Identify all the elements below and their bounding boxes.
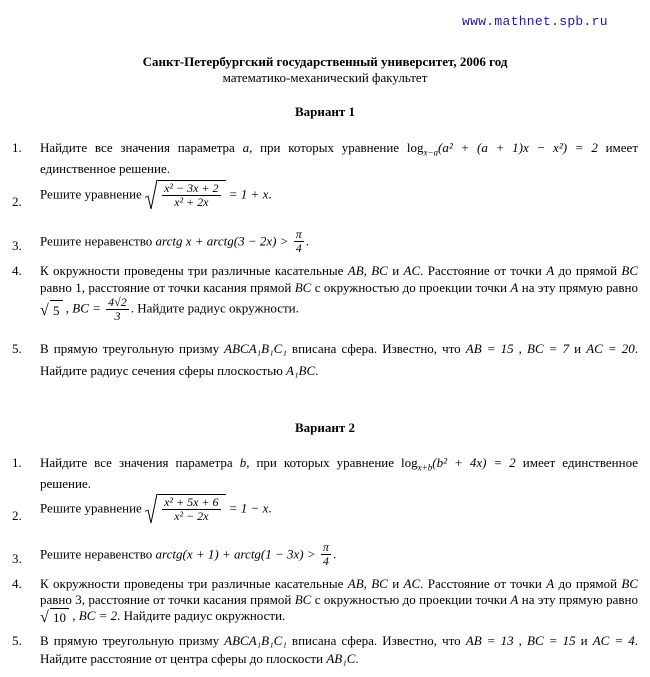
problem-text: К окружности проведены три различные касательные bbox=[40, 576, 348, 591]
line-name: AC bbox=[403, 263, 421, 278]
v2-problem-4 bbox=[12, 576, 638, 626]
problem-text: . Найдите радиус окружности. bbox=[117, 608, 286, 623]
punctuation: . bbox=[268, 500, 272, 516]
punctuation: . bbox=[268, 186, 272, 202]
v1-problem-5 bbox=[12, 338, 638, 382]
variant-1-title: Вариант 1 bbox=[294, 104, 356, 119]
log-base: x+b bbox=[417, 462, 433, 473]
sqrt-expression bbox=[145, 180, 225, 209]
problem-text: до прямой bbox=[554, 576, 622, 591]
ab-value: AB = 13 bbox=[465, 633, 514, 648]
inequality-expression: arctg(x + 1) + arctg(1 − 3x) > bbox=[155, 546, 319, 562]
plane-name: A₁BC bbox=[286, 363, 316, 378]
line-name: BC bbox=[294, 280, 312, 295]
sqrt-value: 5 bbox=[50, 300, 63, 319]
v1-problem-3 bbox=[12, 228, 638, 255]
line-names: AB, BC bbox=[347, 576, 388, 591]
problem-text: на эту прямую равно bbox=[518, 592, 638, 607]
fraction-numerator: x² − 3x + 2 bbox=[164, 181, 219, 195]
problem-text: . Найдите радиус окружности. bbox=[130, 300, 299, 316]
fraction-numerator: x² + 5x + 6 bbox=[164, 495, 219, 509]
sqrt-value: 10 bbox=[50, 608, 69, 626]
problem-text: и bbox=[569, 341, 587, 356]
problem-number: 4. bbox=[12, 576, 22, 591]
problem-text: Решите неравенство bbox=[40, 233, 156, 249]
parameter: b bbox=[239, 455, 247, 470]
line-name: BC bbox=[294, 592, 312, 607]
fraction-denominator: x² + 2x bbox=[174, 195, 209, 209]
problem-text: с окружностью до проекции точки bbox=[311, 592, 511, 607]
inequality-expression: arctg x + arctg(3 − 2x) > bbox=[155, 233, 292, 249]
fraction-numerator: 4√2 bbox=[108, 295, 127, 309]
punctuation: . bbox=[305, 233, 309, 249]
prism-name: ABCA₁B₁C₁ bbox=[224, 633, 287, 648]
problem-text: вписана сфера. Известно, что bbox=[286, 341, 466, 356]
faculty-subtitle: математико-механический факультет bbox=[222, 70, 428, 85]
university-title: Санкт-Петербургский государственный университет, 2006 год bbox=[142, 54, 508, 69]
prism-name: ABCA₁B₁C₁ bbox=[224, 341, 287, 356]
problem-text: на эту прямую равно bbox=[518, 280, 638, 295]
problem-number: 1. bbox=[12, 140, 22, 155]
fraction-denominator: 4 bbox=[322, 554, 329, 568]
problem-text: имеет единственное решение. bbox=[40, 455, 638, 491]
problem-text: , bbox=[513, 341, 528, 356]
problem-text: вписана сфера. Известно, что bbox=[286, 633, 466, 648]
problem-text: равно 1, расстояние от точки касания прямой bbox=[40, 280, 295, 295]
line-name: BC bbox=[621, 576, 639, 591]
problem-text: , bbox=[69, 608, 79, 623]
v2-problem-5 bbox=[12, 632, 638, 668]
line-names: AB, BC bbox=[347, 263, 388, 278]
problem-text: Решите уравнение bbox=[40, 500, 146, 516]
line-name: BC bbox=[621, 263, 639, 278]
problem-text: . Расстояние от точки bbox=[420, 576, 547, 591]
problem-text: К окружности проведены три различные касательные bbox=[40, 263, 348, 278]
log-base: x−a bbox=[423, 147, 439, 158]
point-name: A bbox=[546, 576, 555, 591]
v2-problem-3 bbox=[12, 541, 638, 568]
v2-problem-2 bbox=[12, 494, 638, 523]
radical-sign-icon: √ bbox=[40, 609, 49, 627]
v1-problem-1 bbox=[12, 140, 638, 177]
ac-value: AC = 4 bbox=[592, 633, 635, 648]
problem-text: Найдите все значения параметра bbox=[40, 455, 240, 470]
problem-number: 3. bbox=[12, 238, 22, 253]
punctuation: . bbox=[355, 651, 359, 666]
fraction-numerator: π bbox=[322, 540, 329, 554]
radical-sign-icon bbox=[145, 180, 157, 209]
problem-text: имеет единственное решение. bbox=[40, 140, 639, 176]
variant-2-title: Вариант 2 bbox=[294, 420, 356, 435]
log-operator: log bbox=[401, 455, 418, 470]
log-argument: (b² + 4x) = 2 bbox=[432, 455, 516, 470]
radical-sign-icon: √ bbox=[40, 302, 49, 319]
fraction-denominator: x² − 2x bbox=[174, 509, 209, 523]
equation-rhs: = 1 − x bbox=[225, 500, 269, 516]
problem-text: , bbox=[62, 300, 73, 316]
bc-value: BC = 7 bbox=[527, 341, 570, 356]
fraction-denominator: 3 bbox=[114, 309, 121, 323]
log-operator: log bbox=[406, 140, 424, 155]
fraction-numerator: π bbox=[295, 227, 302, 241]
problem-text: . Расстояние от точки bbox=[420, 263, 547, 278]
problem-number: 2. bbox=[12, 508, 22, 523]
punctuation: . bbox=[332, 546, 337, 562]
radical-sign-icon bbox=[145, 494, 157, 523]
problem-number: 5. bbox=[12, 341, 22, 356]
sqrt-expression bbox=[40, 608, 69, 626]
line-name: AC bbox=[403, 576, 421, 591]
bc-label: BC = 2 bbox=[78, 608, 118, 623]
ac-value: AC = 20 bbox=[586, 341, 635, 356]
problem-text: и bbox=[575, 633, 593, 648]
problem-text: , bbox=[513, 633, 528, 648]
problem-text: до прямой bbox=[554, 263, 622, 278]
punctuation: . bbox=[315, 363, 319, 378]
v2-problem-1 bbox=[12, 455, 638, 492]
ab-value: AB = 15 bbox=[465, 341, 514, 356]
problem-text: Решите уравнение bbox=[40, 186, 146, 202]
sqrt-expression bbox=[145, 494, 225, 523]
problem-text: Решите неравенство bbox=[40, 546, 156, 562]
problem-number: 2. bbox=[12, 194, 22, 209]
problem-number: 3. bbox=[12, 551, 22, 566]
problem-text: и bbox=[387, 576, 404, 591]
plane-name: AB₁C bbox=[326, 651, 356, 666]
parameter: a bbox=[242, 140, 250, 155]
problem-text: с окружностью до проекции точки bbox=[311, 280, 511, 295]
problem-number: 1. bbox=[12, 455, 22, 470]
bc-label: BC = bbox=[72, 300, 105, 316]
problem-text: , при которых уравнение bbox=[246, 455, 402, 470]
problem-text: Найдите все значения параметра bbox=[40, 140, 243, 155]
bc-value: BC = 15 bbox=[527, 633, 576, 648]
problem-number: 4. bbox=[12, 263, 22, 278]
v1-problem-4 bbox=[12, 262, 638, 323]
sqrt-expression bbox=[40, 300, 63, 319]
point-name: A bbox=[546, 263, 555, 278]
problem-text: В прямую треугольную призму bbox=[40, 633, 225, 648]
point-name: A bbox=[510, 280, 519, 295]
problem-text: и bbox=[387, 263, 404, 278]
equation-rhs: = 1 + x bbox=[225, 186, 269, 202]
problem-text: равно 3, расстояние от точки касания прямой bbox=[40, 592, 295, 607]
problem-number: 5. bbox=[12, 633, 22, 648]
problem-text: В прямую треугольную призму bbox=[40, 341, 225, 356]
log-argument: (a² + (a + 1)x − x²) = 2 bbox=[438, 140, 598, 155]
v1-problem-2 bbox=[12, 180, 638, 209]
problem-text: , при которых уравнение bbox=[249, 140, 407, 155]
site-url[interactable]: www.mathnet.spb.ru bbox=[462, 14, 608, 29]
point-name: A bbox=[510, 592, 519, 607]
fraction-denominator: 4 bbox=[295, 241, 302, 255]
problem-text: . Найдите расстояние от центра сферы до плоскости bbox=[40, 633, 639, 666]
problem-text: . Найдите радиус сечения сферы плоскостью bbox=[40, 341, 639, 378]
